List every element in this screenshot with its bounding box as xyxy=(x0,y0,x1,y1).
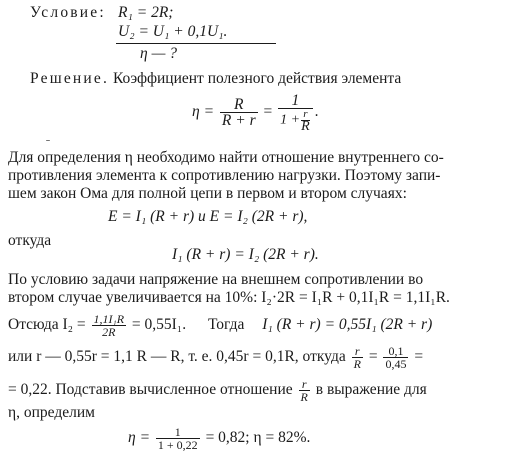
condition-eq2: U₂ = U₁ + 0,1U₁. xyxy=(118,23,228,40)
fraction-r-over-R: $\frac{r}{R}$ xyxy=(353,344,361,371)
solution-label: Решение. xyxy=(30,70,110,87)
paragraph-line: противления элемента к сопротивлению нагрузки. Поэтому запи- xyxy=(8,167,441,184)
print-mark: ˉ xyxy=(46,136,50,150)
paragraph-line: шем закон Ома для полной цепи в первом и втором случаях: xyxy=(8,185,407,202)
line-define: η, определим xyxy=(8,404,95,421)
condition-label: Условие: xyxy=(30,4,106,21)
solution-intro: Коэффициент полезного действия элемента xyxy=(112,70,402,87)
paragraph-line: По условию задачи напряжение на внешнем сопротивлении во xyxy=(8,271,424,288)
line-substitute: = 0,22. Подставив вычисленное отношение $\frac{r}{R}$ в выражение для xyxy=(8,377,427,404)
line-ili: или r — 0,55r = 1,1 R — R, т. е. 0,45r = 0,1R, откуда $\frac{r}{R}$ = $\frac{0,1}{0,45}$ = xyxy=(8,344,424,371)
solution-heading xyxy=(30,70,401,88)
final-formula: η = $\frac{1}{1 + 0,22}$ = 0,82; η = 82%. xyxy=(128,425,311,452)
inner-fraction-r-over-R: $\frac{r}{R}$ xyxy=(301,108,310,134)
fraction-final: $\frac{1}{1 + 0,22}$ xyxy=(157,425,198,452)
fraction-r-over-R: $\frac{r}{R}$ xyxy=(300,377,308,404)
fraction-current: $\frac{\text{1,1I₁R}}{2R}$ xyxy=(93,312,125,339)
fraction-one-over-ratio: 1 1 + $\frac{r}{R}$ xyxy=(278,93,313,132)
paragraph-line: Для определения η необходимо найти отношение внутреннего со- xyxy=(8,149,444,166)
fraction-ratio-value: $\frac{0,1}{0,45}$ xyxy=(385,344,407,371)
efficiency-formula: η = $\frac{R}{R + r}$ = 1 1 + $\frac{r}{R}$ . xyxy=(192,92,319,134)
whence-label: откуда xyxy=(8,232,52,249)
condition-eq3: η — ? xyxy=(140,45,177,62)
ratio-equation: I₁ (R + r) = I₂ (2R + r). xyxy=(172,246,319,263)
line-otsyuda: Отсюда I₂ = $\frac{\text{1,1I₁R}}{2R}$ = 0,55I₁. Тогда I₁ (R + r) = 0,55I₁ (2R + r) xyxy=(8,312,433,339)
paragraph-line: втором случае увеличивается на 10%: I₂·2R = I₁R + 0,1I₁R = 1,1I₁R. xyxy=(8,289,450,306)
ohm-equations: E = I₁ (R + r) и E = I₂ (2R + r), xyxy=(108,208,308,225)
fraction-r-over-sum: $\frac{R}{R + r}$ xyxy=(221,96,256,129)
condition-divider xyxy=(116,43,276,44)
condition-eq1: R₁ = 2R; xyxy=(118,4,174,21)
